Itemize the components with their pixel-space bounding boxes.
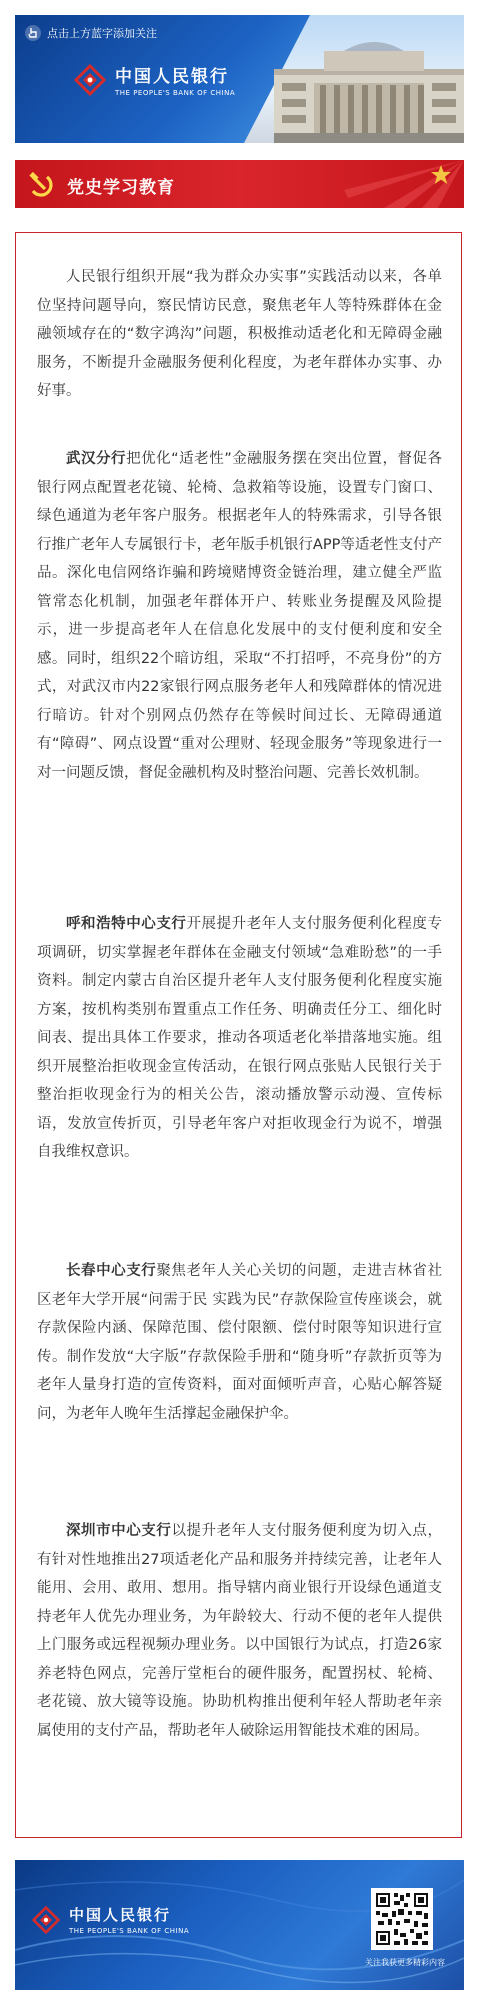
paragraph-lead: 武汉分行	[66, 451, 127, 467]
section-header	[15, 160, 464, 208]
paragraph-text: 聚焦老年人关心关切的问题，走进吉林省社区老年大学开展“问需于民 实践为民”存款保险宣传座谈会，就存款保险内涵、保障范围、偿付限额、偿付时限等知识进行宣传。制作发放“大字版”存款保险手册和“随身听”存款折页等为老年人量身打造的宣传资料，面对面倾听声音，心贴心解答疑问，为老年人晚年生活撑起金融保护伞。	[37, 1263, 442, 1422]
bank-building-image	[254, 33, 464, 143]
bank-name-cn: 中国人民银行	[115, 67, 229, 87]
article-paragraph-intro	[37, 263, 442, 406]
paragraph-text: 把优化“适老性”金融服务摆在突出位置，督促各银行网点配置老花镜、轮椅、急救箱等设施，设置专门窗口、绿色通道为老年客户服务。根据老年人的特殊需求，引导各银行推广老年人专属银行卡，老年版手机银行APP等适老性支付产品。深化电信网络诈骗和跨境赌博资金链治理，建立健全严监管常态化机制，加强老年群体开户、转账业务提醒及风险提示，进一步提高老年人在信息化发展中的支付便利度和安全感。同时，组织22个暗访组，采取“不打招呼，不亮身份”的方式，对武汉市内22家银行网点服务老年人和残障群体的情况进行暗访。针对个别网点仍然存在等候时间过长、无障碍通道有“障碍”、网点设置“重对公理财、轻现金服务”等现象进行一对一问题反馈，督促金融机构及时整治问题、完善长效机制。	[37, 451, 442, 781]
header-banner	[15, 15, 464, 143]
bank-name-en: THE PEOPLE'S BANK OF CHINA	[69, 1927, 190, 1935]
follow-hint-text: 点击上方蓝字添加关注	[47, 27, 157, 40]
article-paragraph-changchun	[37, 1257, 442, 1428]
hammer-sickle-icon	[27, 171, 53, 197]
paragraph-lead: 深圳市中心支行	[66, 1523, 172, 1539]
follow-hint[interactable]	[25, 23, 157, 43]
paragraph-lead: 呼和浩特中心支行	[66, 916, 187, 932]
bank-name-en: THE PEOPLE'S BANK OF CHINA	[115, 89, 236, 97]
article-frame	[15, 232, 462, 1838]
pboc-emblem-icon	[31, 1905, 61, 1935]
paragraph-text: 以提升老年人支付服务便利度为切入点，有针对性地推出27项适老化产品和服务并持续完善，让老年人能用、会用、敢用、想用。指导辖内商业银行开设绿色通道支持老年人优先办理业务，为年龄较大、行动不便的老年人提供上门服务或远程视频办理业务。以中国银行为试点，打造26家养老特色网点，完善厅堂柜台的硬件服务，配置拐杖、轮椅、老花镜、放大镜等设施。协助机构推出便利年轻人帮助老年亲属使用的支付产品，帮助老年人破除运用智能技术难的困局。	[37, 1523, 442, 1739]
pointer-hand-icon	[25, 25, 41, 41]
footer-banner	[15, 1860, 464, 1990]
paragraph-text: 人民银行组织开展“我为群众办实事”实践活动以来，各单位坚持问题导向，察民情访民意，聚焦老年人等特殊群体在金融领域存在的“数字鸿沟”问题，积极推动适老化和无障碍金融服务，不断提升金融服务便利化程度，为老年群体办实事、办好事。	[37, 269, 442, 399]
paragraph-lead: 长春中心支行	[66, 1263, 157, 1279]
star-icon	[430, 164, 452, 186]
article-paragraph-shenzhen	[37, 1517, 442, 1745]
qr-code-icon	[374, 1891, 430, 1947]
article-paragraph-wuhan	[37, 445, 442, 787]
footer-bank-logo	[31, 1904, 189, 1935]
pboc-emblem-icon	[73, 63, 107, 97]
paragraph-text: 开展提升老年人支付服务便利化程度专项调研，切实掌握老年群体在金融支付领域“急难盼愁”的一手资料。制定内蒙古自治区提升老年人支付服务便利化程度实施方案，按机构类别布置重点工作任务、明确责任分工、细化时间表、提出具体工作要求，推动各项适老化举措落地实施。组织开展整治拒收现金宣传活动，在银行网点张贴人民银行关于整治拒收现金行为的相关公告，滚动播放警示动漫、宣传标语，发放宣传折页，引导老年客户对拒收现金行为说不，增强自我维权意识。	[37, 916, 442, 1160]
article-paragraph-hohhot	[37, 910, 442, 1167]
qr-caption: 关注我获更多精彩内容	[365, 1958, 445, 1967]
section-title: 党史学习教育	[67, 178, 175, 198]
bank-name-cn: 中国人民银行	[69, 1906, 172, 1924]
bank-logo	[73, 62, 235, 97]
qr-code[interactable]	[371, 1888, 433, 1950]
